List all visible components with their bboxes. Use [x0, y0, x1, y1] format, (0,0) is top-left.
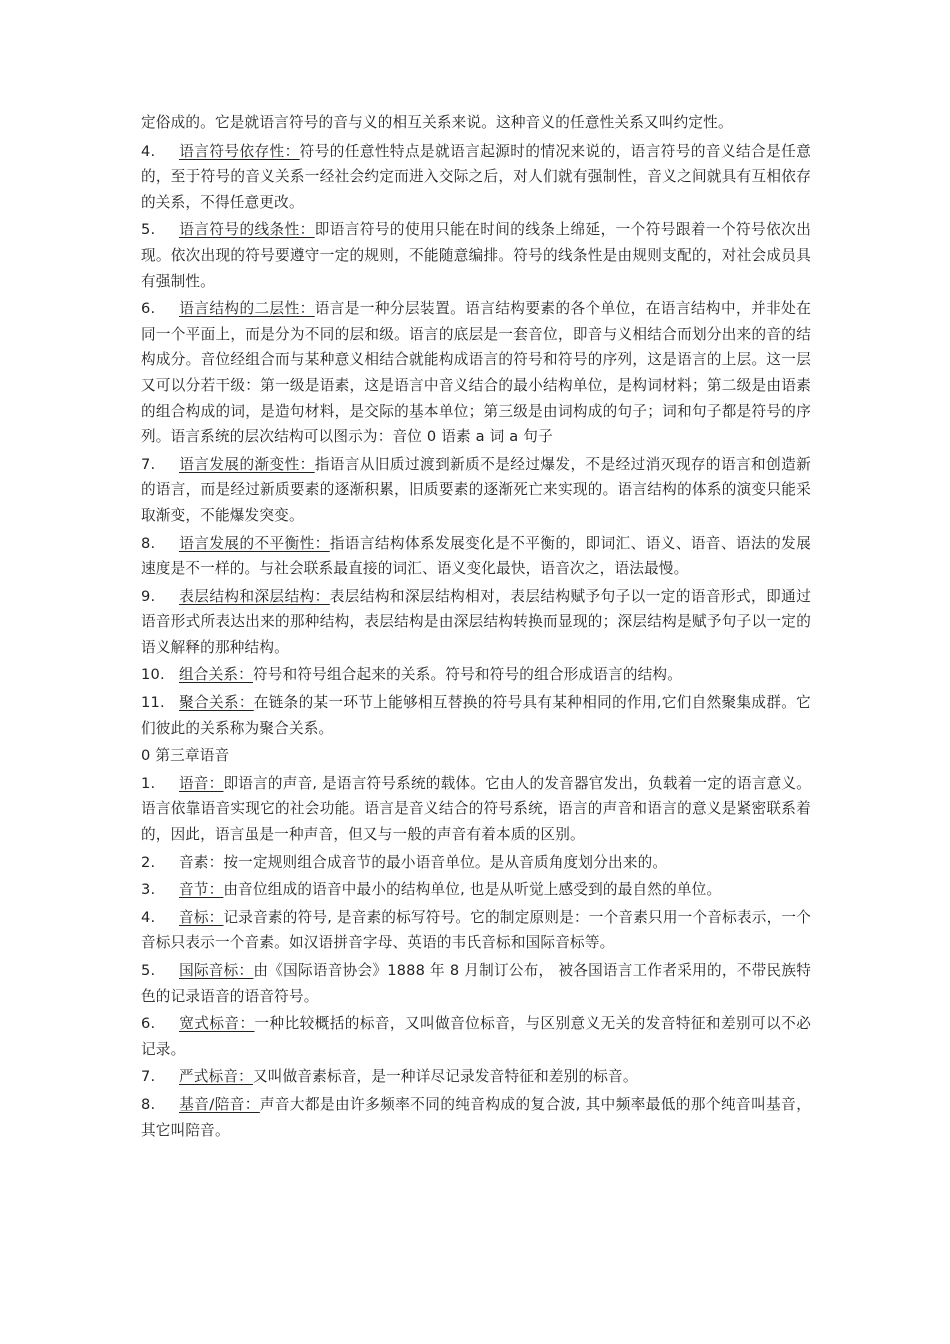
- list-item: [141, 584, 811, 661]
- item-text: 一种比较概括的标音，又叫做音位标音，与区别意义无关的发音特征和差别可以不必记录。: [141, 1015, 811, 1058]
- item-text: 又叫做音素标音，是一种详尽记录发音特征和差别的标音。: [252, 1068, 638, 1086]
- item-number: 4.: [141, 142, 156, 160]
- item-text: 指语言从旧质过渡到新质不是经过爆发，不是经过消灭现存的语言和创造新的语言，而是经过新质要素的逐渐积累，旧质要素的逐渐死亡来实现的。语言结构的体系的演变只能采取渐变，不能爆发突变。: [141, 455, 811, 524]
- item-text: 语言是一种分层装置。语言结构要素的各个单位，在语言结构中，并非处在同一个平面上，而是分为不同的层和级。语言的底层是一套音位，即音与义相结合而划分出来的音的结构成分。音位经组合而与某种意义相结合就能构成语言的符号和符号的序列，这是语言的上层。这一层又可以分若干级：第一级是语素，这是语言中音义结合的最小结构单位，是构词材料；第二级是由语素的组合构成的词，是造句材料，是交际的基本单位；第三级是由词构成的句子；词和句子都是符号的序列。语言系统的层次结构可以图示为：音位 0 语素 a 词 a 句子: [141, 300, 811, 446]
- chapter-heading: 0 第三章语音: [141, 747, 230, 765]
- item-term: 音标：: [179, 908, 224, 926]
- list-item: [141, 690, 811, 741]
- item-number: 9.: [141, 587, 156, 605]
- list-item: [141, 771, 811, 848]
- item-text: 声音大都是由许多频率不同的纯音构成的复合波, 其中频率最低的那个纯音叫基音，其它叫陪音。: [141, 1095, 811, 1139]
- list-item: [141, 1092, 811, 1143]
- list-item: [141, 905, 811, 956]
- list-item: [141, 452, 811, 529]
- item-term: 语言结构的二层性：: [179, 300, 315, 318]
- item-number: 10.: [141, 666, 165, 684]
- item-text: 符号的任意性特点是就语言起源时的情况来说的，语言符号的音义结合是任意的，至于符号的音义关系一经社会约定而进入交际之后，对人们就有强制性，音义之间就具有互相依存的关系，不得任意更改。: [141, 142, 811, 211]
- item-number: 6.: [141, 1015, 156, 1033]
- item-term: 语言发展的不平衡性：: [179, 534, 330, 552]
- item-text: 在链条的某一环节上能够相互替换的符号具有某种相同的作用,它们自然聚集成群。它们彼此的关系称为聚合关系。: [141, 694, 811, 737]
- item-term: 国际音标：: [179, 962, 254, 979]
- item-number: 5.: [141, 221, 156, 239]
- item-text: 记录音素的符号, 是音素的标写符号。它的制定原则是：一个音素只用一个音标表示，一个音标只表示一个音素。如汉语拼音字母、英语的韦氏音标和国际音标等。: [141, 908, 812, 952]
- list-item: [141, 1011, 811, 1062]
- item-term: 语音：: [179, 774, 224, 792]
- list-item: [141, 662, 811, 688]
- item-term: 语言符号的线条性：: [179, 221, 315, 239]
- intro-paragraph: 定俗成的。它是就语言符号的音与义的相互关系来说。这种音义的任意性关系又叫约定性。: [141, 114, 733, 131]
- item-term: 严式标音：: [179, 1068, 253, 1086]
- list-item: [141, 1064, 811, 1090]
- item-text: 由《国际语音协会》1888 年 8 月制订公布， 被各国语言工作者采用的，不带民族特色的记录语音的语音符号。: [141, 962, 811, 1005]
- item-number: 4.: [141, 908, 156, 926]
- item-term: 语言发展的渐变性：: [179, 455, 315, 473]
- item-number: 7.: [141, 455, 156, 473]
- list-item: [141, 850, 811, 876]
- item-text: 音素：按一定规则组合成音节的最小语音单位。是从音质角度划分出来的。: [179, 853, 668, 871]
- item-number: 6.: [141, 300, 156, 318]
- item-term: 语言符号依存性：: [179, 142, 300, 160]
- item-number: 2.: [141, 853, 156, 871]
- document-body: [141, 110, 811, 1145]
- item-number: 7.: [141, 1068, 156, 1086]
- item-number: 3.: [141, 881, 156, 899]
- list-item: [141, 217, 811, 294]
- list-item: [141, 877, 811, 903]
- item-number: 11.: [141, 694, 165, 712]
- item-number: 8.: [141, 534, 156, 552]
- list-item: [141, 139, 811, 216]
- item-text: 符号和符号组合起来的关系。符号和符号的组合形成语言的结构。: [252, 666, 683, 684]
- item-term: 表层结构和深层结构：: [179, 587, 330, 605]
- item-term: 音节：: [179, 881, 224, 899]
- list-item: [141, 296, 811, 450]
- item-text: 即语言符号的使用只能在时间的线条上绵延，一个符号跟着一个符号依次出现。依次出现的符号要遵守一定的规则，不能随意编排。符号的线条性是由规则支配的，对社会成员具有强制性。: [141, 221, 811, 290]
- list-item: [141, 958, 811, 1009]
- item-text: 由音位组成的语音中最小的结构单位, 也是从听觉上感受到的最自然的单位。: [223, 881, 722, 899]
- item-number: 8.: [141, 1095, 156, 1113]
- list-item: [141, 531, 811, 582]
- item-term: 组合关系：: [179, 666, 253, 684]
- item-text: 表层结构和深层结构相对，表层结构赋予句子以一定的语音形式，即通过语音形式所表达出来的那种结构，表层结构是由深层结构转换而显现的；深层结构是赋予句子以一定的语义解释的那种结构。: [141, 587, 811, 656]
- item-text: 指语言结构体系发展变化是不平衡的，即词汇、语义、语音、语法的发展速度是不一样的。与社会联系最直接的词汇、语义变化最快，语音次之，语法最慢。: [141, 534, 811, 578]
- item-term: 基音/陪音：: [179, 1095, 260, 1113]
- item-text: 即语言的声音, 是语言符号系统的载体。它由人的发音器官发出，负载着一定的语言意义。语言依靠语音实现它的社会功能。语言是音义结合的符号系统，语言的声音和语言的意义是紧密联系着的，因此，语言虽是一种声音，但又与一般的声音有着本质的区别。: [141, 774, 812, 844]
- item-number: 1.: [141, 774, 156, 792]
- item-term: 宽式标音：: [179, 1015, 255, 1033]
- item-term: 聚合关系：: [179, 694, 254, 712]
- item-number: 5.: [141, 962, 156, 979]
